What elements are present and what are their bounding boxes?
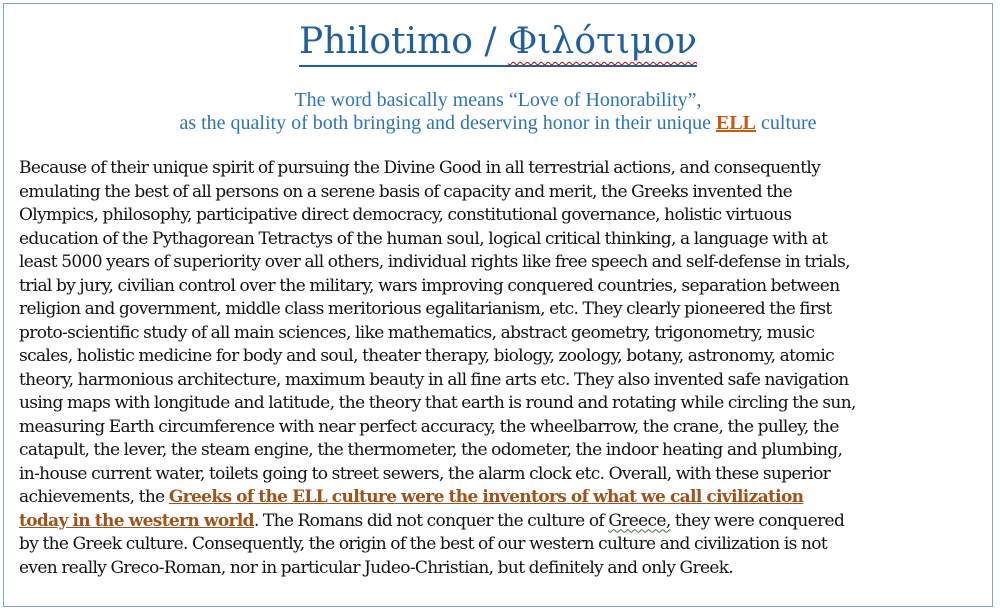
body-line-9: scales, holistic medicine for body and soul, theater therapy, biology, zoology, botany, astronomy, atomic — [19, 346, 835, 366]
body-line-18: even really Greco-Roman, nor in particular Judeo-Christian, but definitely and only Greek. — [19, 557, 734, 578]
body-paragraph — [19, 157, 994, 580]
spellcheck-word: Greece, — [608, 510, 671, 531]
body-line-16-mid: . The Romans did not conquer the culture of — [253, 510, 609, 531]
body-line-16 — [19, 510, 994, 534]
highlight-link-part-1[interactable]: Greeks of the ELL culture were the inventors of what we call civilization — [168, 487, 804, 507]
page-title — [4, 16, 992, 68]
body-line-1: Because of their unique spirit of pursuing the Divine Good in all terrestrial actions, and consequently — [19, 158, 821, 178]
body-line-6: trial by jury, civilian control over the military, wars improving conquered countries, separation between — [19, 275, 840, 296]
body-line-16-post: they were conquered — [670, 510, 845, 531]
body-line-4: education of the Pythagorean Tetractys of the human soul, logical critical thinking, a language with at — [19, 228, 828, 249]
body-line-10: theory, harmonious architecture, maximum beauty in all fine arts etc. They also invented safe navigation — [19, 369, 849, 390]
subtitle-line-2-post: culture — [756, 112, 817, 134]
title-text — [299, 19, 697, 67]
ell-link[interactable]: ELL — [716, 112, 757, 134]
body-line-3: Olympics, philosophy, participative direct democracy, constitutional governance, holistic virtuous — [19, 205, 792, 225]
title-greek: Φιλότιμον — [507, 21, 698, 62]
title-latin: Philotimo / — [298, 21, 508, 62]
body-line-15 — [19, 486, 994, 510]
highlight-link-part-2[interactable]: today in the western world — [19, 510, 254, 531]
subtitle-line-2-pre: as the quality of both bringing and deserving honor in their unique — [179, 112, 716, 134]
subtitle — [4, 89, 992, 135]
document-frame — [3, 3, 993, 607]
body-line-15-pre: achievements, the — [19, 487, 169, 507]
subtitle-line-1: The word basically means “Love of Honorability”, — [294, 89, 702, 111]
body-line-13: catapult, the lever, the steam engine, the thermometer, the odometer, the indoor heating and plumbing, — [19, 440, 843, 460]
body-line-8: proto-scientific study of all main sciences, like mathematics, abstract geometry, trigonometry, music — [19, 322, 815, 343]
body-line-17: by the Greek culture. Consequently, the origin of the best of our western culture and civilization is not — [19, 534, 828, 554]
body-line-7: religion and government, middle class meritorious egalitarianism, etc. They clearly pioneered the first — [19, 299, 832, 319]
body-line-5: least 5000 years of superiority over all others, individual rights like free speech and self-defense in trials, — [19, 252, 850, 272]
body-line-2: emulating the best of all persons on a serene basis of capacity and merit, the Greeks invented the — [19, 181, 793, 202]
body-line-12: measuring Earth circumference with near perfect accuracy, the wheelbarrow, the crane, the pulley, the — [19, 416, 839, 437]
subtitle-line-2 — [4, 112, 992, 135]
body-line-11: using maps with longitude and latitude, the theory that earth is round and rotating while circling the sun, — [19, 393, 856, 413]
body-line-14: in-house current water, toilets going to street sewers, the alarm clock etc. Overall, with these superior — [19, 463, 831, 484]
